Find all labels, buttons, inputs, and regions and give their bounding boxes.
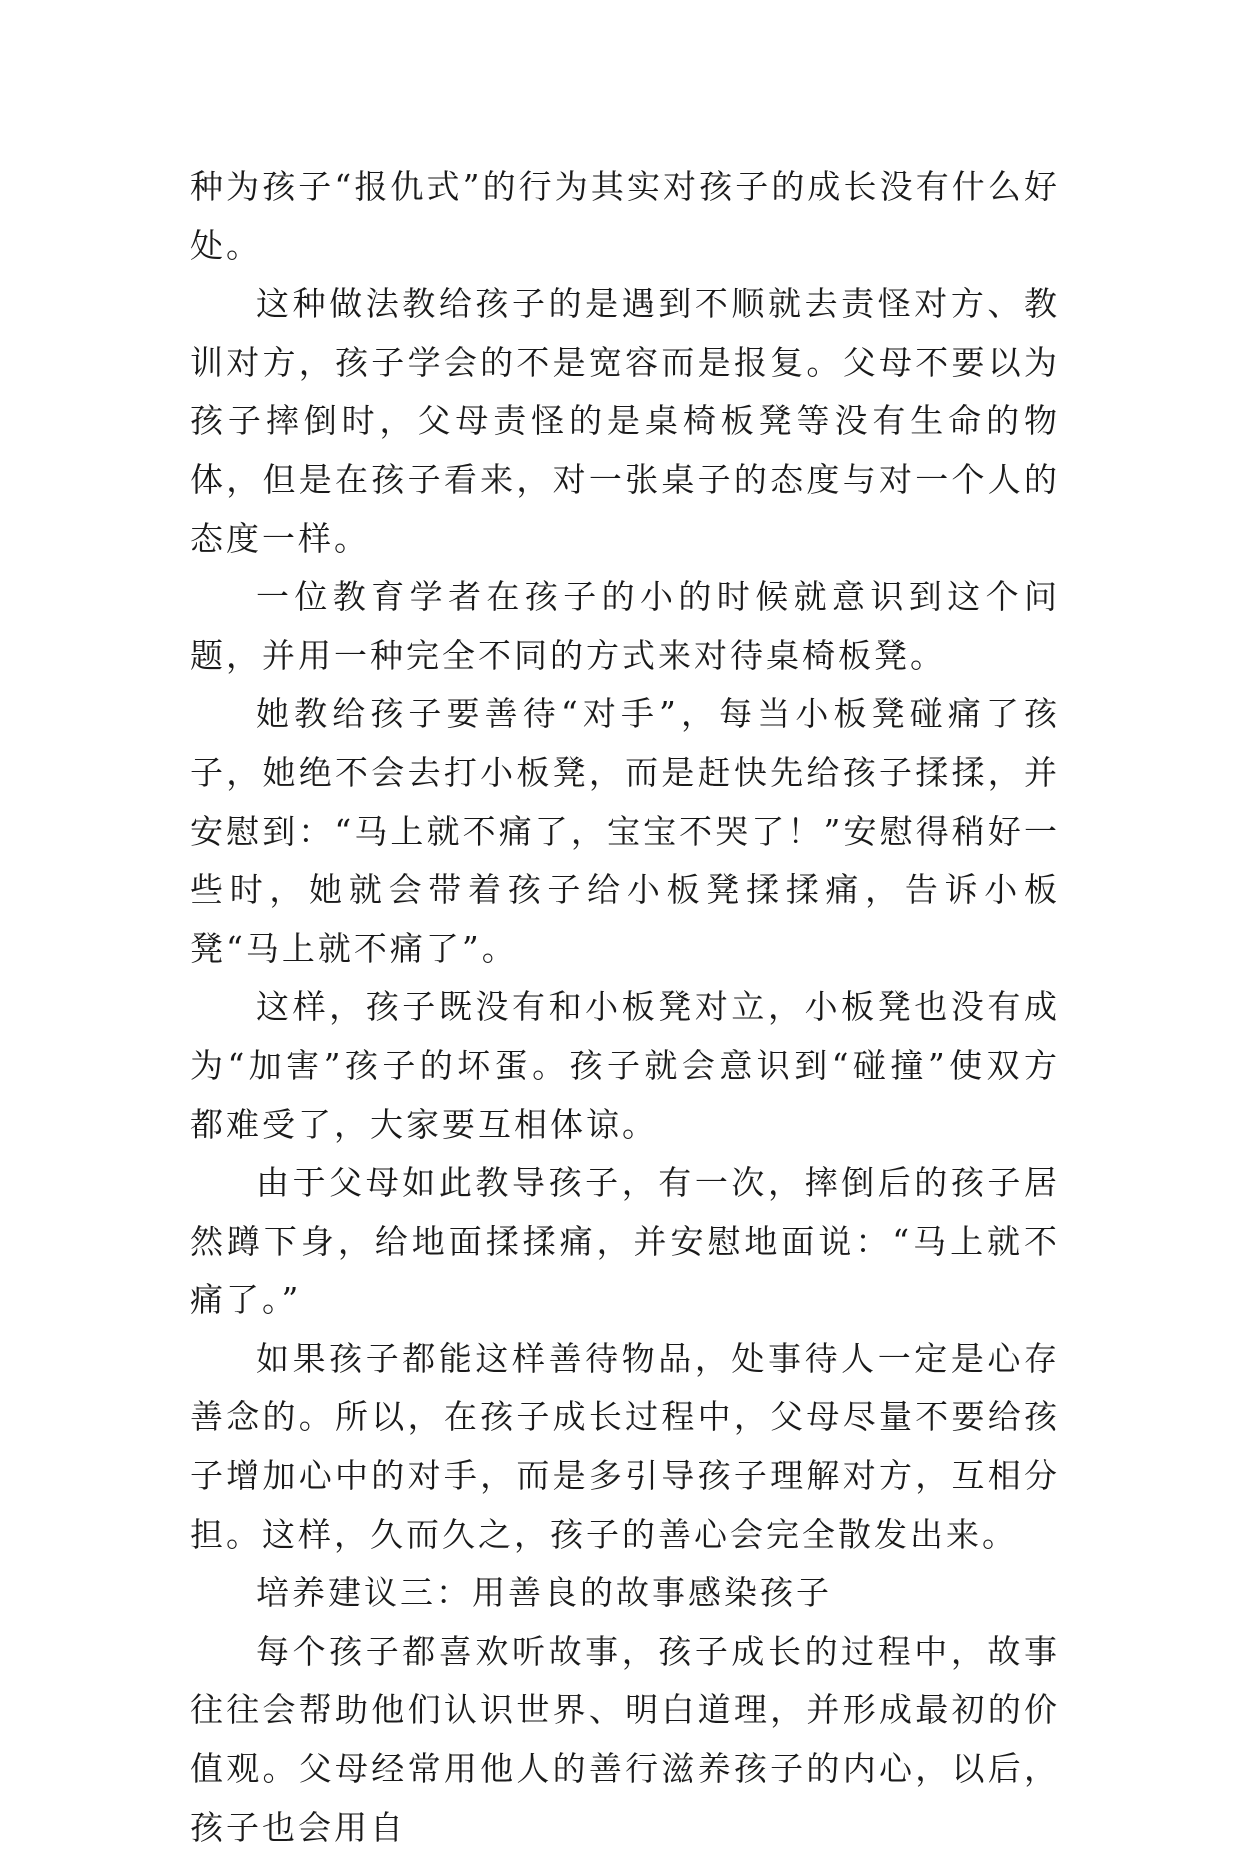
- paragraph: 这样，孩子既没有和小板凳对立，小板凳也没有成为“加害”孩子的坏蛋。孩子就会意识到“碰撞”使双方都难受了，大家要互相体谅。: [190, 987, 1060, 1144]
- paragraph-continued: 种为孩子“报仇式”的行为其实对孩子的成长没有什么好处。: [190, 167, 1060, 265]
- section-heading: 培养建议三：用善良的故事感染孩子: [256, 1573, 832, 1613]
- body-text: [190, 158, 1060, 1857]
- paragraph: 一位教育学者在孩子的小的时候就意识到这个问题，并用一种完全不同的方式来对待桌椅板凳。: [190, 577, 1060, 675]
- paragraph: 由于父母如此教导孩子，有一次，摔倒后的孩子居然蹲下身，给地面揉揉痛，并安慰地面说：“马上就不痛了。”: [190, 1163, 1060, 1320]
- paragraph: 这种做法教给孩子的是遇到不顺就去责怪对方、教训对方，孩子学会的不是宽容而是报复。父母不要以为孩子摔倒时，父母责怪的是桌椅板凳等没有生命的物体，但是在孩子看来，对一张桌子的态度与对一个人的态度一样。: [190, 284, 1060, 558]
- paragraph: 每个孩子都喜欢听故事，孩子成长的过程中，故事往往会帮助他们认识世界、明白道理，并形成最初的价值观。父母经常用他人的善行滋养孩子的内心，以后，孩子也会用自: [190, 1631, 1060, 1847]
- paragraph: 她教给孩子要善待“对手”，每当小板凳碰痛了孩子，她绝不会去打小板凳，而是赶快先给孩子揉揉，并安慰到：“马上就不痛了，宝宝不哭了！”安慰得稍好一些时，她就会带着孩子给小板凳揉揉痛，告诉小板凳“马上就不痛了”。: [190, 694, 1060, 968]
- paragraph: 如果孩子都能这样善待物品，处事待人一定是心存善念的。所以，在孩子成长过程中，父母尽量不要给孩子增加心中的对手，而是多引导孩子理解对方，互相分担。这样，久而久之，孩子的善心会完全散发出来。: [190, 1338, 1060, 1554]
